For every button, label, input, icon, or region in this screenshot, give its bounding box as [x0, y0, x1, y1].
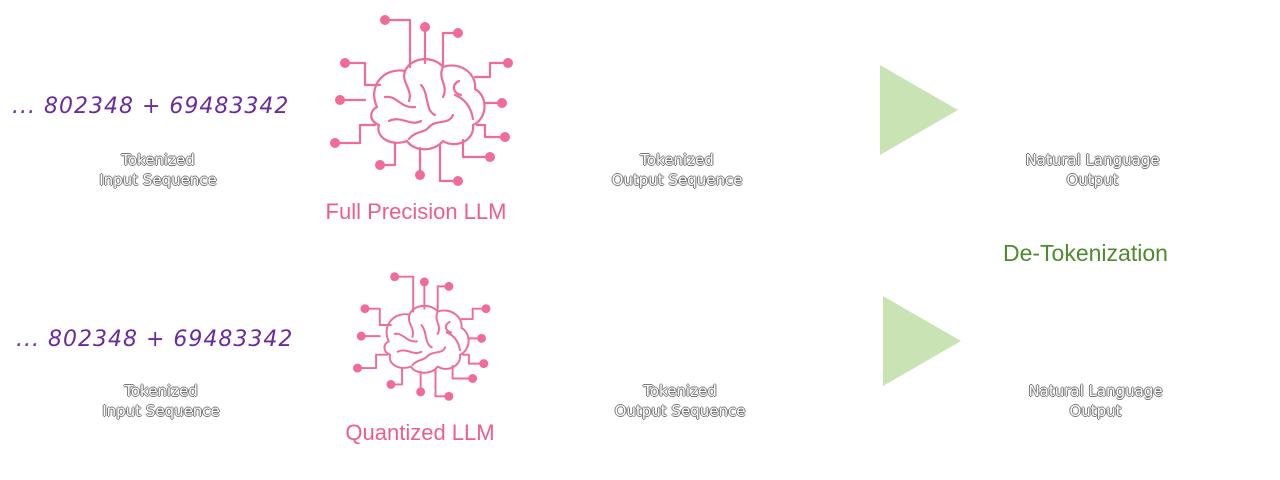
play-triangle-icon: [880, 65, 958, 155]
natural-language-output-label-full: [1005, 150, 1180, 190]
nl-label-line-1: Natural Language: [1028, 382, 1163, 400]
output-label-line-2: Output Sequence: [614, 402, 746, 420]
output-sequence-label-full: [597, 150, 757, 190]
output-sequence-label-quantized: [600, 381, 760, 421]
output-label-line-1: Tokenized: [640, 151, 714, 169]
input-label-line-1: Tokenized: [124, 382, 198, 400]
input-label-line-2: Input Sequence: [102, 402, 220, 420]
brain-circuit-icon: [350, 273, 495, 403]
nl-label-line-2: Output: [1069, 402, 1122, 420]
output-label-line-2: Output Sequence: [611, 171, 743, 189]
input-sequence-label-full: [78, 150, 238, 190]
natural-language-output-label-quantized: [1008, 381, 1183, 421]
input-token-sequence-quantized: ... 802348 + 69483342: [16, 327, 294, 352]
brain-circuit-icon: [325, 15, 520, 190]
nl-label-line-2: Output: [1066, 171, 1119, 189]
nl-label-line-1: Natural Language: [1025, 151, 1160, 169]
model-label-full-precision: Full Precision LLM: [325, 199, 507, 224]
input-label-line-1: Tokenized: [121, 151, 195, 169]
play-triangle-icon: [883, 296, 961, 386]
model-label-quantized: Quantized LLM: [345, 420, 495, 445]
input-token-sequence-full: ... 802348 + 69483342: [12, 94, 290, 119]
output-label-line-1: Tokenized: [643, 382, 717, 400]
input-sequence-label-quantized: [81, 381, 241, 421]
de-tokenization-label: De-Tokenization: [1003, 240, 1168, 266]
input-label-line-2: Input Sequence: [99, 171, 217, 189]
